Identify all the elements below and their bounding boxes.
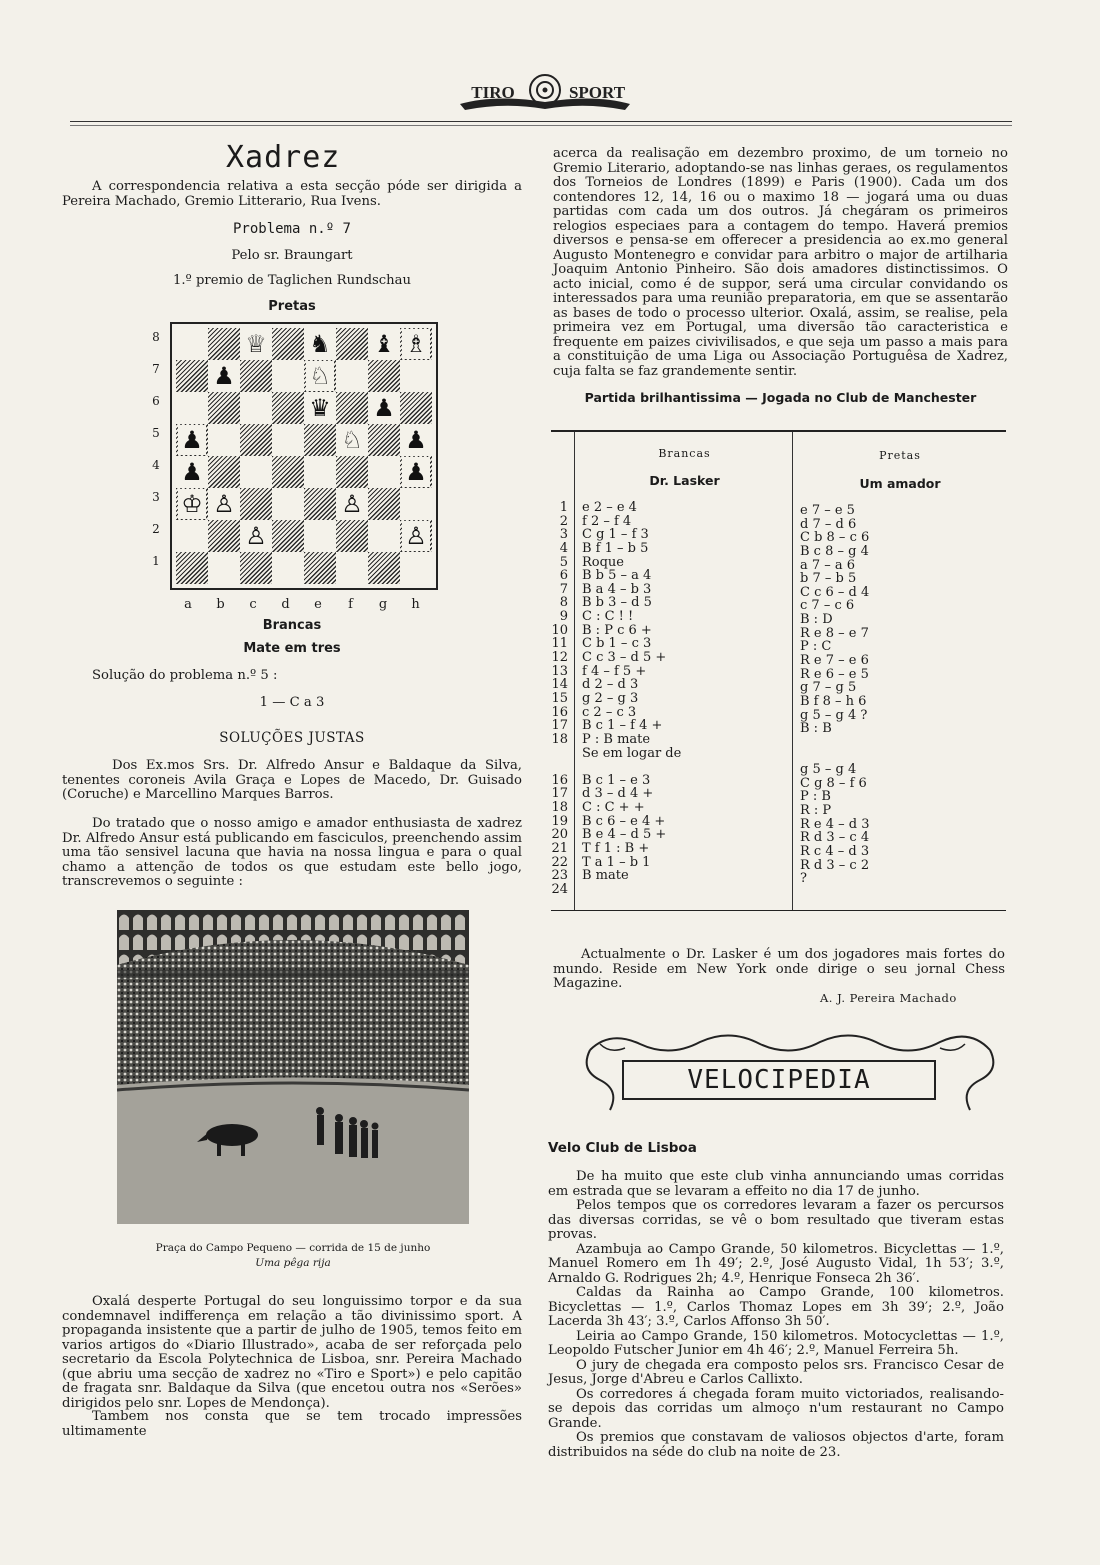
move-number: 20 [551,827,568,843]
chess-piece: ♟ [402,425,430,455]
chess-piece: ♟ [210,361,238,391]
board-square-g1 [368,552,400,584]
white-move: B e 4 – d 5 + [582,827,667,843]
board-square-c5 [240,424,272,456]
board-square-b4 [208,456,240,488]
problem-author: Pelo sr. Braungart [231,248,353,263]
board-square-c4 [240,456,272,488]
board-square-h4 [400,456,432,488]
svg-text:SPORT: SPORT [568,83,626,102]
file-label: c [249,597,257,612]
black-move: c 7 – c 6 [800,598,855,614]
file-label: f [348,597,353,612]
black-player: Um amador [859,476,941,491]
article-signature: A. J. Pereira Machado [820,991,957,1005]
move-number: 10 [551,622,568,638]
white-column-header: Brancas [658,447,711,460]
black-move: R e 6 – e 5 [800,666,869,682]
board-square-a1 [176,552,208,584]
board-square-g7 [368,360,400,392]
chess-intro: A correspondencia relativa a esta secção póde ser dirigida a Pereira Machado, Gremio Litterario, Rua Ivens. [62,179,522,209]
white-move: f 2 – f 4 [582,513,632,529]
board-square-e4 [304,456,336,488]
black-move: R d 3 – c 4 [800,830,870,846]
white-move: C b 1 – c 3 [582,636,652,652]
black-move: R e 8 – e 7 [800,625,869,641]
board-square-h7 [400,360,432,392]
chess-piece: ♔ [178,489,206,519]
white-move: B c 6 – e 4 + [582,813,666,829]
problem-title: Problema n.º 7 [232,221,351,237]
white-move: B c 1 – e 3 [582,772,651,788]
propaganda-paragraph: Oxalá desperte Portugal do seu longuissimo torpor e da sua condemnavel indifferença em relação a tão divinissimo sport. A propaganda insistente que a partir de julho de 1905, temos feito em varios artigos do «Diario Illustrado», acaba de ser reforçada pelo secretario da Escola Polytechnica de Lisboa, snr. Pereira Machado (que abriu uma secção de xadrez no «Tiro e Sport») e pelo capitão de fragata snr. Baldaque da Silva (que encetou outra nos «Serões» dirigidos pelo snr. Lopes de Mendonça). [62,1294,522,1411]
move-number: 14 [551,677,568,693]
white-move: C : C ! ! [582,609,634,625]
rank-label: 4 [152,458,160,472]
header-rule-thin [70,125,1012,126]
board-square-e2 [304,520,336,552]
black-move: R e 7 – e 6 [800,653,869,669]
board-square-g3 [368,488,400,520]
rank-label: 1 [152,554,160,568]
chess-piece: ♙ [338,489,366,519]
board-square-c6 [240,392,272,424]
white-move: Se em logar de [582,745,682,761]
black-move: d 7 – d 6 [800,516,857,532]
board-square-c1 [240,552,272,584]
board-square-b3 [208,488,240,520]
chess-piece: ♞ [306,329,334,359]
black-move [800,737,1000,751]
svg-text:TIRO: TIRO [471,83,515,102]
lasker-closing: Actualmente o Dr. Lasker é um dos jogadores mais fortes do mundo. Reside em New York onde dirige o seu jornal Chess Magazine. [553,947,1005,991]
move-number: 18 [551,800,568,816]
board-square-f1 [336,552,368,584]
black-move: g 5 – g 4 ? [800,707,868,723]
board-square-f7 [336,360,368,392]
move-number: 4 [559,540,568,556]
file-label: g [378,597,388,612]
cycling-paragraph: O jury de chegada era composto pelos srs. Francisco Cesar de Jesus, Jorge d'Abreu e Carlos Callixto. [548,1357,1004,1387]
move-number: 22 [551,854,568,870]
file-label: a [184,597,192,612]
board-square-b6 [208,392,240,424]
move-number: 19 [551,813,568,829]
velocipedia-title: VELOCIPEDIA [622,1060,936,1100]
white-move: g 2 – g 3 [582,690,639,706]
move-number: 2 [559,513,568,529]
move-number: 16 [551,704,568,720]
tournament-paragraph: acerca da realisação em dezembro proximo, de um torneio no Gremio Literario, adoptando-se nas linhas geraes, os regulamentos dos Torneios de Londres (1899) e Paris (1900). Cada um dos contendores 12, 14, 16 ou o maximo 18 — jogará uma ou duas partidas com cada um dos outros. Já chegáram os primeiros relogios especiaes para a contagem do tempo. Haverá premios diversos e pensa-se em offerecer a presidencia ao ex.mo general Augusto Montenegro e convidar para arbitro o major de artilharia Joaquim Antonio Pinheiro. São dois amadores distinctissimos. O acto inicial, como é de suppor, será uma circular convidando os interessados para uma reunião preparatoria, em que se assentarão as bases de todo o processo ulterior. Oxalá, assim, se realise, pela primeira vez em Portugal, uma diversão tão caracteristica e frequente em paizes civivilisados, e que seja um passo a mais para a constituição de uma Liga ou Associação Portuguêsa de Xadrez, cuja falta se faz grandemente sentir. [553,146,1008,379]
board-square-a7 [176,360,208,392]
white-move: f 4 – f 5 + [582,663,647,679]
file-label: d [281,597,290,612]
black-column-header: Pretas [879,449,921,462]
board-square-g2 [368,520,400,552]
chess-piece: ♟ [178,425,206,455]
board-square-e5 [304,424,336,456]
black-move: B c 8 – g 4 [800,543,869,559]
move-number: 8 [559,595,568,611]
board-square-c3 [240,488,272,520]
board-square-e3 [304,488,336,520]
white-move: P : B mate [582,731,651,747]
game-table-bottom-rule [551,910,1006,911]
chess-piece: ♟ [402,457,430,487]
white-label: Brancas [262,618,322,633]
board-square-e8 [304,328,336,360]
game-table-top-rule [551,430,1006,432]
move-number: 3 [559,527,568,543]
board-square-e7 [304,360,336,392]
white-move: B b 3 – d 5 [582,595,652,611]
board-square-a4 [176,456,208,488]
move-number: 13 [551,663,568,679]
header-rule [70,121,1012,122]
black-move: a 7 – a 6 [800,557,856,573]
board-square-h6 [400,392,432,424]
move-number: 17 [551,786,568,802]
white-move: d 3 – d 4 + [582,786,654,802]
black-move: B : D [800,612,833,628]
board-square-g5 [368,424,400,456]
black-move: R d 3 – c 2 [800,857,870,873]
solution-label: Solução do problema n.º 5 : [92,668,278,683]
white-player: Dr. Lasker [649,473,720,488]
move-number-column [540,502,568,898]
cycling-paragraph: Os corredores á chegada foram muito victoriados, realisando-se depois das corridas um almoço n'um restaurant no Campo Grande. [548,1386,1004,1431]
chess-piece: ♛ [306,393,334,423]
move-number: 24 [551,881,568,897]
move-number [540,748,568,762]
move-number: 18 [551,731,568,747]
black-move: C c 6 – d 4 [800,584,870,600]
chess-piece: ♘ [338,425,366,455]
file-label: e [314,597,322,612]
black-label: Pretas [268,299,316,314]
black-move: C g 8 – f 6 [800,775,867,791]
chess-piece: ♘ [306,361,334,391]
cycling-paragraph: Caldas da Rainha ao Campo Grande, 100 kilometros. Bicyclettas — 1.º, Carlos Thomaz Lopes em 3h 39′; 2.º, João Lacerda 3h 43′; 3.º, Carlos Affonso 3h 50′. [548,1285,1004,1329]
cycling-paragraph: De ha muito que este club vinha annunciando umas corridas em estrada que se levaram a effeito no dia 17 de junho. [548,1169,1004,1199]
white-move: B f 1 – b 5 [582,540,649,556]
move-number: 9 [559,609,568,625]
white-move: Roque [582,554,625,570]
photo-caption-subtitle: Uma pêga rija [255,1257,331,1269]
chess-piece: ♟ [178,457,206,487]
bullfight-photo [117,910,469,1224]
white-move: B : P c 6 + [582,622,652,638]
board-square-h2 [400,520,432,552]
game-table-divider-left [574,432,575,910]
black-move: g 5 – g 4 [800,762,857,778]
board-square-b8 [208,328,240,360]
white-move: C c 3 – d 5 + [582,650,667,666]
rank-label: 7 [152,362,160,376]
black-move: B f 8 – h 6 [800,693,867,709]
black-move: R e 4 – d 3 [800,816,870,832]
rank-label: 8 [152,330,160,344]
board-square-d4 [272,456,304,488]
board-square-b7 [208,360,240,392]
move-number: 6 [559,568,568,584]
chess-piece: ♝ [370,329,398,359]
board-square-b5 [208,424,240,456]
board-square-e1 [304,552,336,584]
white-move: T a 1 – b 1 [582,854,651,870]
board-square-b1 [208,552,240,584]
chess-piece: ♙ [210,489,238,519]
cycling-report [548,1170,1004,1460]
white-move: B b 5 – a 4 [582,568,652,584]
file-label: h [411,597,420,612]
black-move [800,887,1000,901]
board-square-f2 [336,520,368,552]
black-move: R : P [800,803,832,819]
move-number: 12 [551,650,568,666]
white-move: B a 4 – b 3 [582,581,652,597]
correct-solutions-title: SOLUÇÕES JUSTAS [219,730,365,746]
rank-label: 2 [152,522,160,536]
cycling-paragraph: Os premios que constavam de valiosos objectos d'arte, foram distribuidos na séde do club na noite de 23. [548,1430,1004,1460]
game-title: Partida brilhantissima — Jogada no Club de Manchester [584,390,977,405]
board-square-a6 [176,392,208,424]
move-number: 11 [551,636,568,652]
board-square-f6 [336,392,368,424]
move-number: 5 [559,554,568,570]
rank-label: 6 [152,394,160,408]
white-move: B mate [582,868,629,884]
chess-section-title: Xadrez [226,140,341,175]
black-move: g 7 – g 5 [800,680,857,696]
board-square-d3 [272,488,304,520]
board-square-d6 [272,392,304,424]
white-move: T f 1 : B + [582,841,650,857]
board-square-g6 [368,392,400,424]
board-square-e6 [304,392,336,424]
board-square-d7 [272,360,304,392]
board-square-g4 [368,456,400,488]
board-square-h1 [400,552,432,584]
board-square-g8 [368,328,400,360]
game-table-divider-mid [792,432,793,910]
white-move: c 2 – c 3 [582,704,637,720]
white-move: C g 1 – f 3 [582,527,649,543]
move-number: 21 [551,841,568,857]
black-move: ? [800,871,807,887]
white-move: B c 1 – f 4 + [582,718,663,734]
treatise-paragraph: Do tratado que o nosso amigo e amador enthusiasta de xadrez Dr. Alfredo Ansur está publicando em fasciculos, preenchendo assim uma tão sensivel lacuna que havia na nossa lingua e para o qual chamo a attenção de todos os que estudam este bello jogo, transcrevemos o seguinte : [62,816,522,889]
chess-piece: ♟ [370,393,398,423]
black-moves-column [800,505,1000,901]
rank-label: 3 [152,490,160,504]
move-number: 16 [551,772,568,788]
move-number: 7 [559,581,568,597]
chess-piece: ♙ [242,521,270,551]
board-square-h8 [400,328,432,360]
board-square-b2 [208,520,240,552]
board-square-f3 [336,488,368,520]
cycling-paragraph: Leiria ao Campo Grande, 150 kilometros. Motocyclettas — 1.º, Leopoldo Futscher Junior em 4h 46′; 2.º, Manuel Ferreira 5h. [548,1328,1004,1358]
black-move: e 7 – e 5 [800,503,855,518]
chess-piece: ♕ [242,329,270,359]
problem-prize: 1.º premio de Taglichen Rundschau [172,273,412,288]
chess-board [170,322,438,590]
board-square-h5 [400,424,432,456]
board-square-d2 [272,520,304,552]
move-number: 23 [551,868,568,884]
club-title: Velo Club de Lisboa [548,1140,697,1156]
cycling-paragraph: Pelos tempos que os corredores levaram a fazer os percursos das diversas corridas, se vê o bom resultado que tiveram estas provas. [548,1198,1004,1242]
board-square-a5 [176,424,208,456]
rank-label: 5 [152,426,160,440]
black-move: B : B [800,721,832,737]
board-square-a8 [176,328,208,360]
chess-piece: ♗ [402,329,430,359]
black-move: C b 8 – c 6 [800,530,870,546]
board-square-f8 [336,328,368,360]
move-number: 15 [551,690,568,706]
board-square-h3 [400,488,432,520]
black-move: P : B [800,789,831,805]
white-move: d 2 – d 3 [582,677,639,693]
white-move: e 2 – e 4 [582,500,637,515]
impressions-paragraph: Tambem nos consta que se tem trocado impressões ultimamente [62,1409,522,1439]
solution-move: 1 — C a 3 [259,695,325,710]
black-move: R c 4 – d 3 [800,844,870,860]
board-square-c8 [240,328,272,360]
board-square-c2 [240,520,272,552]
move-number: 1 [559,500,568,515]
board-square-f4 [336,456,368,488]
black-move: P : C [800,639,832,655]
chess-piece: ♙ [402,521,430,551]
cycling-paragraph: Azambuja ao Campo Grande, 50 kilometros. Bicyclettas — 1.º, Manuel Romero em 1h 49′; 2.º, José Augusto Vidal, 1h 53′; 3.º, Arnaldo G. Rodrigues 2h; 4.º, Henrique Fonseca 2h 36′. [548,1241,1004,1286]
black-move: b 7 – b 5 [800,571,857,587]
correct-solutions-text: Dos Ex.mos Srs. Dr. Alfredo Ansur e Baldaque da Silva, tenentes coroneis Avila Graça e Lopes de Macedo, Dr. Guisado (Coruche) e Marcellino Marques Barros. [62,758,522,802]
white-moves-column [582,502,782,898]
board-square-d1 [272,552,304,584]
file-label: b [216,597,225,612]
board-square-c7 [240,360,272,392]
white-move [582,884,782,898]
board-square-f5 [336,424,368,456]
board-square-a2 [176,520,208,552]
problem-goal: Mate em tres [243,641,341,656]
move-number: 17 [551,718,568,734]
photo-caption: Praça do Campo Pequeno — corrida de 15 de junho [155,1242,431,1254]
board-square-d8 [272,328,304,360]
masthead-logo [455,68,635,116]
board-square-a3 [176,488,208,520]
board-square-d5 [272,424,304,456]
white-move: C : C + + [582,800,645,816]
